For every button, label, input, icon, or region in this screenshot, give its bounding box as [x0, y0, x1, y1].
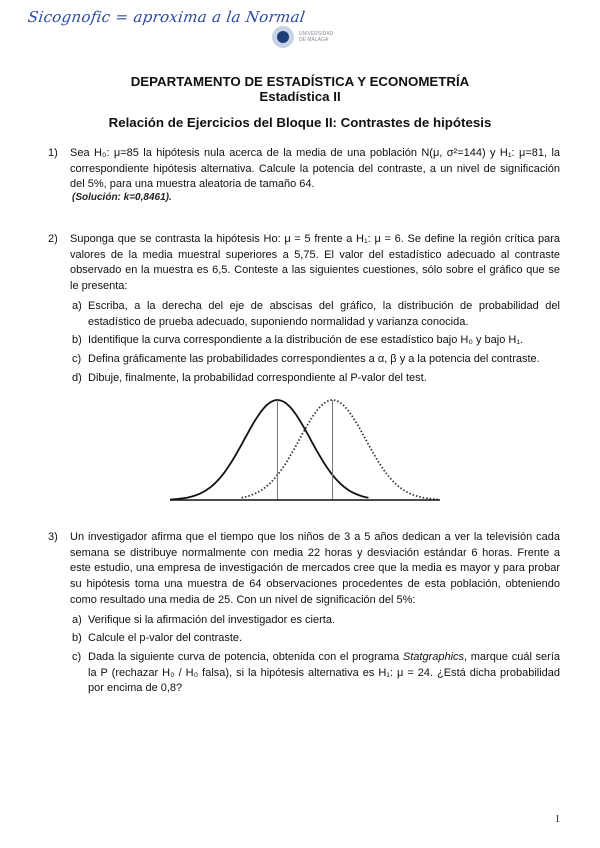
logo-line-1: UNIVERSIDAD	[299, 31, 334, 37]
item-label: b)	[72, 632, 82, 645]
exercise-3-item-b	[72, 631, 560, 647]
exercise-1	[48, 146, 560, 193]
exercise-text: Sea H₀: μ=85 la hipótesis nula acerca de la media de una población N(μ, σ²=144) y H₁: μ=81, la correspondiente hipótesis alternativa. Calcule la potencia del contraste, a un nivel de significación del 5%, para una muestra aleatoria de tamaño 64.	[70, 147, 560, 191]
item-label: b)	[72, 334, 82, 347]
item-text: Dibuje, finalmente, la probabilidad correspondiente al P-valor del test.	[88, 371, 427, 384]
exercise-3-item-a	[72, 613, 560, 629]
item-text-after: , marque cuál sería la P (rechazar H₀ / H₀ falsa), si la hipótesis alternativa es H₁: μ = 24. ¿Está dicha probabilidad por encima de 0,8?	[88, 650, 561, 695]
exercise-text: Suponga que se contrasta la hipótesis Ho: μ = 5 frente a H₁: μ = 6. Se define la región crítica para valores de la media muestral superiores a 5,75. El valor del estadístico adecuado al contraste observado en la muestra es 6,5. Conteste a las siguientes cuestiones, sólo sobre el gráfico que se le presenta:	[70, 233, 560, 293]
department-title: DEPARTAMENTO DE ESTADÍSTICA Y ECONOMETRÍA	[130, 74, 470, 89]
exercise-2	[48, 232, 560, 386]
item-text: Calcule el p-valor del contraste.	[88, 632, 243, 645]
exercise-number: 2)	[48, 233, 58, 245]
item-text: Escriba, a la derecha del eje de abscisas del gráfico, la distribución de probabilidad del estadístico de prueba adecuado, suponiendo normalidad y varianza conocida.	[88, 299, 560, 328]
exercise-2-item-c	[72, 352, 560, 368]
university-logo	[272, 26, 333, 48]
logo-line-2: DE MÁLAGA	[299, 37, 329, 43]
exercise-number: 3)	[48, 531, 58, 543]
page-number: 1	[555, 814, 560, 825]
exercise-text: Un investigador afirma que el tiempo que los niños de 3 a 5 años dedican a ver la televisión cada semana se distribuye normalmente con media 22 horas y desviación estándar 6 horas. Frente a este estudio, una empresa de investigación de mercados cree que la media es mayor y para probar su hipótesis toma una muestra de 64 observaciones procedentes de esta población, obteniendo como resultado una media de 25. Con un nivel de significación del 5%:	[70, 531, 560, 606]
item-text: Verifique si la afirmación del investigador es cierta.	[88, 613, 336, 626]
logo-text	[299, 31, 333, 43]
exercise-3	[48, 530, 560, 697]
item-label: c)	[72, 352, 82, 365]
item-label: c)	[72, 650, 82, 663]
document-subtitle: Relación de Ejercicios del Bloque II: Contrastes de hipótesis	[108, 115, 492, 130]
university-emblem-icon	[272, 26, 294, 48]
exercise-3-item-c	[72, 650, 560, 697]
exercise-2-item-d	[72, 371, 560, 387]
software-name: Statgraphics	[402, 650, 465, 663]
item-text: Identifique la curva correspondiente a la distribución de ese estadístico bajo H₀ y bajo H₁.	[88, 334, 524, 347]
item-label: d)	[72, 371, 82, 384]
exercise-number: 1)	[48, 147, 58, 159]
item-label: a)	[72, 613, 82, 626]
normal-curves-figure	[170, 390, 440, 502]
exercise-2-item-a	[72, 299, 560, 330]
exercise-2-item-b	[72, 333, 560, 349]
item-text: Defina gráficamente las probabilidades correspondientes a α, β y a la potencia del contraste.	[88, 352, 540, 365]
course-title: Estadística II	[259, 89, 341, 104]
h0-solid-curve	[170, 400, 368, 500]
exercise-1-solution: (Solución: k=0,8461).	[72, 192, 172, 203]
item-label: a)	[72, 299, 82, 312]
handwritten-note: Sicognofic = aproxima a la Normal	[26, 8, 307, 26]
item-text-before: Dada la siguiente curva de potencia, obtenida con el programa	[88, 650, 403, 663]
